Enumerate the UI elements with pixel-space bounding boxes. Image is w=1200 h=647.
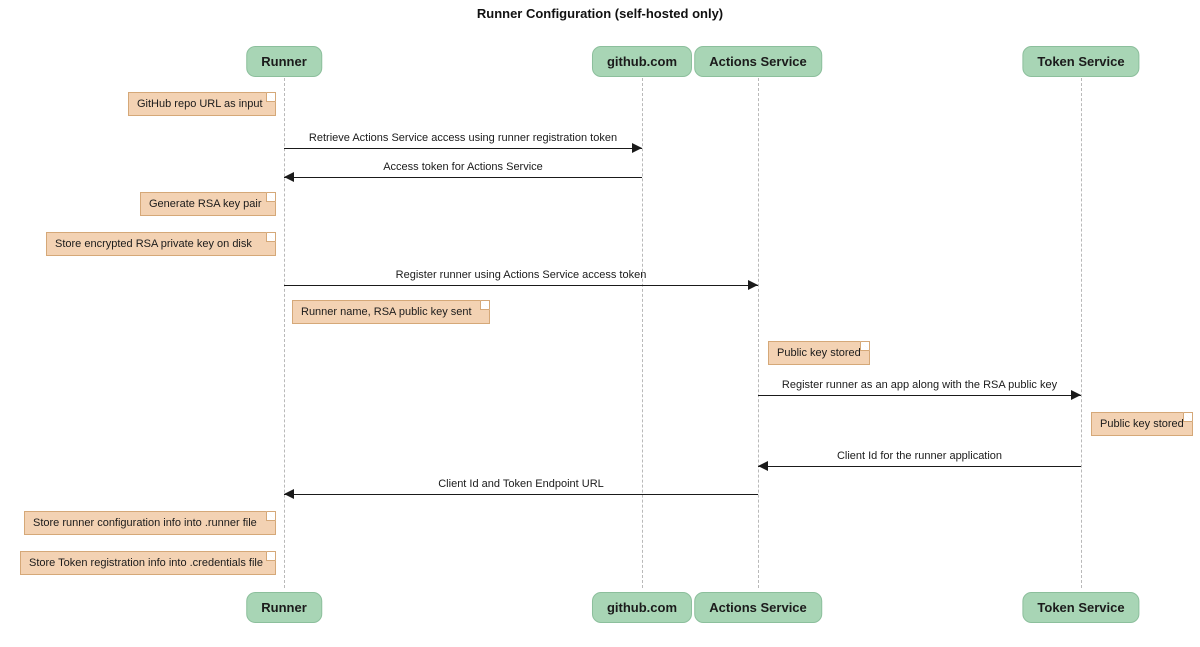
note-0	[128, 92, 276, 116]
note-text: Store Token registration info into .credentials file	[29, 557, 263, 569]
participant-actions-top[interactable]: Actions Service	[694, 46, 822, 77]
participant-actions-bottom[interactable]: Actions Service	[694, 592, 822, 623]
note-text: Public key stored	[777, 347, 861, 359]
message-arrowhead-4	[758, 461, 768, 471]
note-fold-icon	[266, 192, 276, 202]
note-fold-icon	[860, 341, 870, 351]
participant-token-top[interactable]: Token Service	[1022, 46, 1139, 77]
note-4	[768, 341, 870, 365]
message-label-1: Access token for Actions Service	[383, 161, 543, 173]
message-label-3: Register runner as an app along with the RSA public key	[781, 379, 1058, 391]
note-fold-icon	[266, 551, 276, 561]
message-label-2: Register runner using Actions Service access token	[395, 269, 647, 281]
diagram-title: Runner Configuration (self-hosted only)	[476, 6, 724, 21]
note-text: GitHub repo URL as input	[137, 98, 263, 110]
lifeline-token	[1081, 78, 1082, 588]
participant-github-top[interactable]: github.com	[592, 46, 692, 77]
lifeline-github	[642, 78, 643, 588]
message-arrowhead-2	[748, 280, 758, 290]
message-line-5	[284, 494, 758, 495]
message-line-4	[758, 466, 1081, 467]
note-fold-icon	[266, 511, 276, 521]
message-label-5: Client Id and Token Endpoint URL	[438, 478, 604, 490]
note-text: Store runner configuration info into .runner file	[33, 517, 257, 529]
note-6	[24, 511, 276, 535]
note-text: Runner name, RSA public key sent	[301, 306, 472, 318]
message-arrowhead-1	[284, 172, 294, 182]
participant-github-bottom[interactable]: github.com	[592, 592, 692, 623]
note-text: Generate RSA key pair	[149, 198, 262, 210]
message-label-0: Retrieve Actions Service access using runner registration token	[308, 132, 618, 144]
note-text: Public key stored	[1100, 418, 1184, 430]
note-3	[292, 300, 490, 324]
note-fold-icon	[266, 232, 276, 242]
message-arrowhead-0	[632, 143, 642, 153]
note-2	[46, 232, 276, 256]
message-arrowhead-3	[1071, 390, 1081, 400]
lifeline-actions	[758, 78, 759, 588]
note-5	[1091, 412, 1193, 436]
note-1	[140, 192, 276, 216]
participant-runner-bottom[interactable]: Runner	[246, 592, 322, 623]
message-arrowhead-5	[284, 489, 294, 499]
message-line-1	[284, 177, 642, 178]
participant-token-bottom[interactable]: Token Service	[1022, 592, 1139, 623]
message-line-2	[284, 285, 758, 286]
message-label-4: Client Id for the runner application	[836, 450, 1003, 462]
message-line-0	[284, 148, 642, 149]
note-fold-icon	[480, 300, 490, 310]
note-text: Store encrypted RSA private key on disk	[55, 238, 252, 250]
note-fold-icon	[1183, 412, 1193, 422]
note-7	[20, 551, 276, 575]
participant-runner-top[interactable]: Runner	[246, 46, 322, 77]
message-line-3	[758, 395, 1081, 396]
note-fold-icon	[266, 92, 276, 102]
lifeline-runner	[284, 78, 285, 588]
